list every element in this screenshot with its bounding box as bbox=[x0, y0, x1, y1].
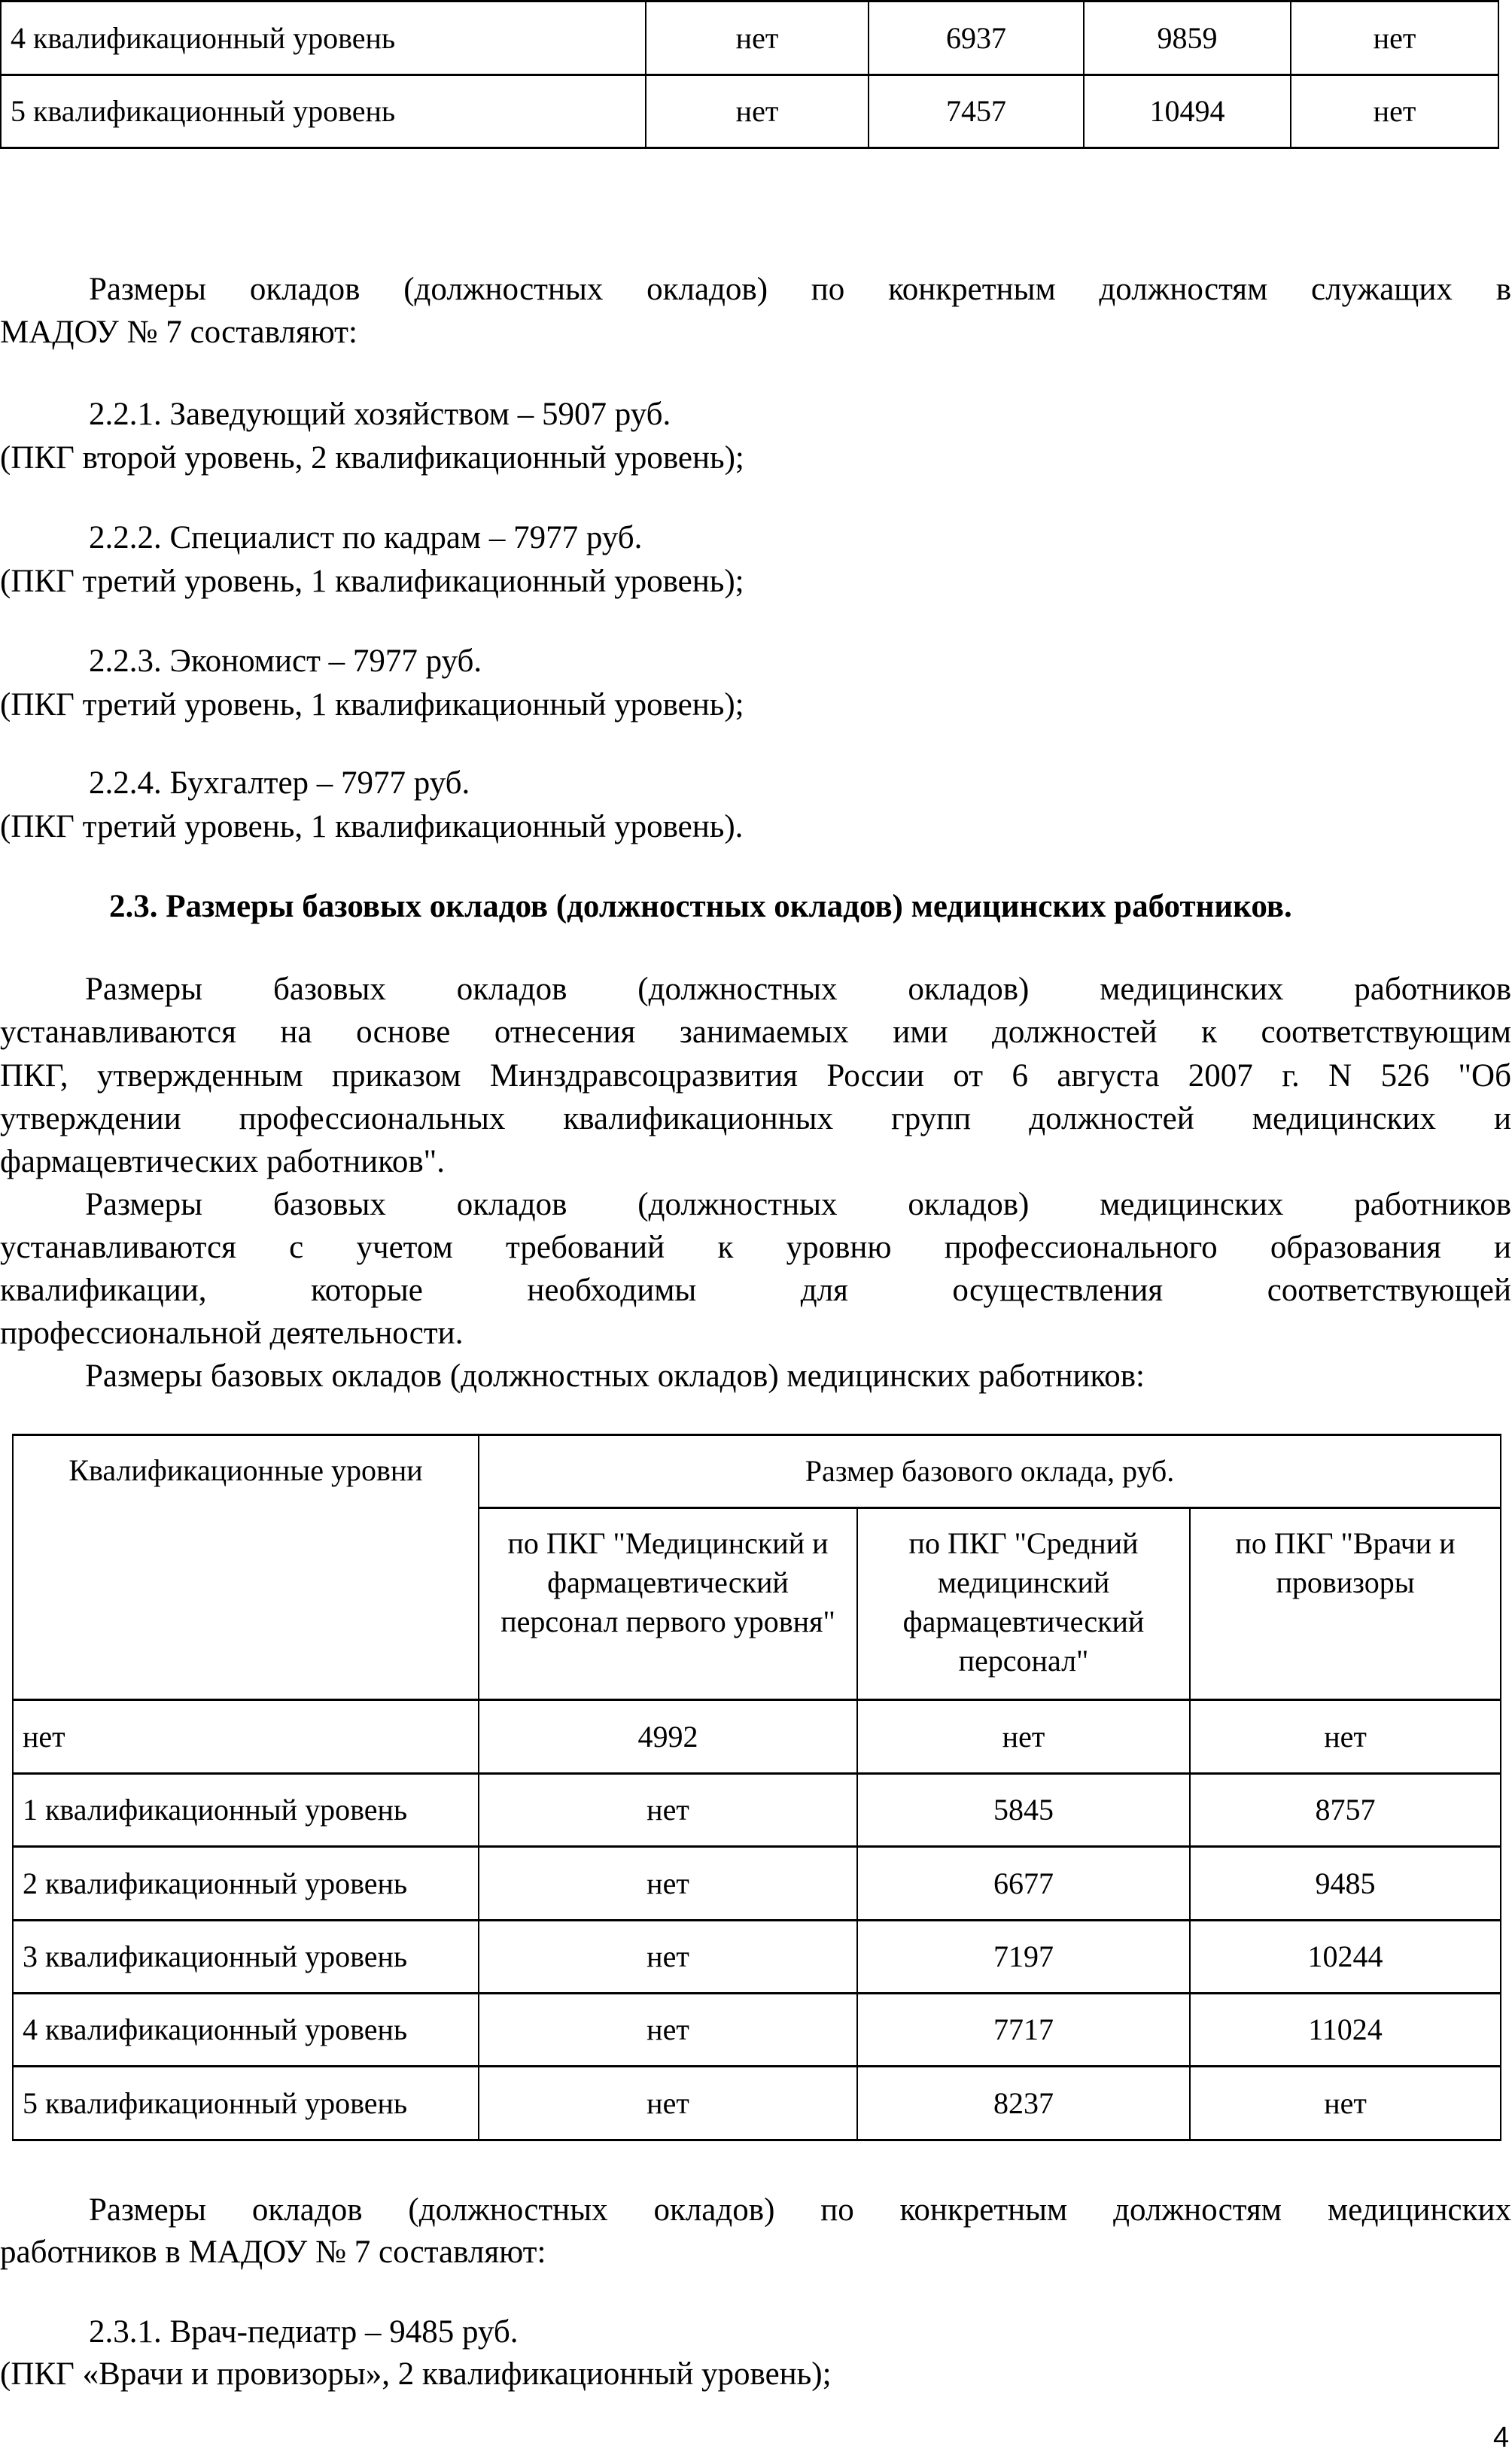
value-cell: 11024 bbox=[1190, 1994, 1501, 2067]
header-qualification-levels: Квалификационные уровни bbox=[13, 1435, 479, 1700]
page-number: 4 bbox=[1493, 2422, 1510, 2453]
paragraph-1-line: фармацевтических работников". bbox=[0, 1144, 445, 1179]
position-item-note: (ПКГ второй уровень, 2 квалификационный уровень); bbox=[0, 440, 744, 476]
paragraph-1-line: ПКГ, утвержденным приказом Минздравсоцразвития России от 6 августа 2007 г. N 526 "Об bbox=[0, 1058, 1511, 1094]
table-row bbox=[13, 1847, 1501, 1921]
paragraph-1-line: Размеры базовых окладов (должностных окладов) медицинских работников bbox=[85, 972, 1511, 1007]
value-cell: нет bbox=[646, 75, 869, 148]
medical-salary-table bbox=[12, 1434, 1501, 2141]
value-cell: нет bbox=[479, 1847, 857, 1921]
value-cell: нет bbox=[479, 1774, 857, 1847]
table-row bbox=[13, 1700, 1501, 1774]
value-cell: нет bbox=[479, 2067, 857, 2140]
value-cell: нет bbox=[1190, 1700, 1501, 1774]
level-cell: 3 квалификационный уровень bbox=[13, 1921, 479, 1994]
value-cell: 7717 bbox=[857, 1994, 1190, 2067]
value-cell: нет bbox=[1291, 2, 1498, 75]
position-item-title: 2.3.1. Врач-педиатр – 9485 руб. bbox=[89, 2314, 519, 2350]
value-cell: нет bbox=[1190, 2067, 1501, 2140]
position-item-title: 2.2.4. Бухгалтер – 7977 руб. bbox=[89, 765, 470, 801]
paragraph-3: Размеры базовых окладов (должностных окладов) медицинских работников: bbox=[85, 1358, 1145, 1394]
subheader-doctors: по ПКГ "Врачи и провизоры bbox=[1190, 1508, 1501, 1700]
value-cell: нет bbox=[857, 1700, 1190, 1774]
paragraph-2-line: квалификации, которые необходимы для осуществления соответствующей bbox=[0, 1273, 1511, 1308]
value-cell: 7457 bbox=[869, 75, 1084, 148]
paragraph-1-line: устанавливаются на основе отнесения занимаемых ими должностей к соответствующим bbox=[0, 1015, 1511, 1050]
paragraph-2-line: устанавливаются с учетом требований к уровню профессионального образования и bbox=[0, 1230, 1511, 1265]
value-cell: нет bbox=[479, 1921, 857, 1994]
position-item-title: 2.2.2. Специалист по кадрам – 7977 руб. bbox=[89, 520, 643, 555]
value-cell: 5845 bbox=[857, 1774, 1190, 1847]
level-cell: 4 квалификационный уровень bbox=[1, 2, 646, 75]
position-item-note: (ПКГ третий уровень, 1 квалификационный уровень); bbox=[0, 564, 744, 599]
value-cell: 6677 bbox=[857, 1847, 1190, 1921]
level-cell: 5 квалификационный уровень bbox=[1, 75, 646, 148]
level-cell: 1 квалификационный уровень bbox=[13, 1774, 479, 1847]
table-row bbox=[13, 1921, 1501, 1994]
value-cell: 9485 bbox=[1190, 1847, 1501, 1921]
table-row bbox=[13, 2067, 1501, 2140]
paragraph-2-line: профессиональной деятельности. bbox=[0, 1316, 464, 1351]
level-cell: нет bbox=[13, 1700, 479, 1774]
table-row bbox=[13, 1994, 1501, 2067]
value-cell: 9859 bbox=[1084, 2, 1291, 75]
header-base-salary: Размер базового оклада, руб. bbox=[479, 1435, 1501, 1508]
value-cell: 10494 bbox=[1084, 75, 1291, 148]
value-cell: 7197 bbox=[857, 1921, 1190, 1994]
table-row bbox=[1, 2, 1498, 75]
value-cell: нет bbox=[1291, 75, 1498, 148]
position-item-title: 2.2.1. Заведующий хозяйством – 5907 руб. bbox=[89, 397, 671, 432]
position-item-note: (ПКГ третий уровень, 1 квалификационный уровень); bbox=[0, 687, 744, 723]
table-row bbox=[1, 75, 1498, 148]
table-header-row bbox=[13, 1435, 1501, 1508]
paragraph-1-line: утверждении профессиональных квалификационных групп должностей медицинских и bbox=[0, 1101, 1511, 1136]
paragraph-2-line: Размеры базовых окладов (должностных окладов) медицинских работников bbox=[85, 1187, 1511, 1222]
value-cell: нет bbox=[479, 1994, 857, 2067]
value-cell: 8237 bbox=[857, 2067, 1190, 2140]
value-cell: 4992 bbox=[479, 1700, 857, 1774]
medical-intro-line-2: работников в МАДОУ № 7 составляют: bbox=[0, 2234, 546, 2270]
section-heading: 2.3. Размеры базовых окладов (должностных окладов) медицинских работников. bbox=[109, 889, 1292, 924]
employees-intro-line-1: Размеры окладов (должностных окладов) по конкретным должностям служащих в bbox=[89, 272, 1511, 307]
level-cell: 4 квалификационный уровень bbox=[13, 1994, 479, 2067]
medical-intro-line-1: Размеры окладов (должностных окладов) по конкретным должностям медицинских bbox=[89, 2192, 1511, 2228]
value-cell: нет bbox=[646, 2, 869, 75]
value-cell: 6937 bbox=[869, 2, 1084, 75]
subheader-medical-first-level: по ПКГ "Медицинский и фармацевтический персонал первого уровня" bbox=[479, 1508, 857, 1700]
employees-intro-line-2: МАДОУ № 7 составляют: bbox=[0, 315, 357, 350]
subheader-middle-medical: по ПКГ "Средний медицинский фармацевтический персонал" bbox=[857, 1508, 1190, 1700]
table-row bbox=[13, 1774, 1501, 1847]
value-cell: 8757 bbox=[1190, 1774, 1501, 1847]
level-cell: 2 квалификационный уровень bbox=[13, 1847, 479, 1921]
position-item-note: (ПКГ «Врачи и провизоры», 2 квалификационный уровень); bbox=[0, 2356, 832, 2392]
position-item-title: 2.2.3. Экономист – 7977 руб. bbox=[89, 643, 482, 679]
position-item-note: (ПКГ третий уровень, 1 квалификационный уровень). bbox=[0, 809, 744, 844]
value-cell: 10244 bbox=[1190, 1921, 1501, 1994]
salary-table-continuation bbox=[0, 0, 1499, 149]
level-cell: 5 квалификационный уровень bbox=[13, 2067, 479, 2140]
